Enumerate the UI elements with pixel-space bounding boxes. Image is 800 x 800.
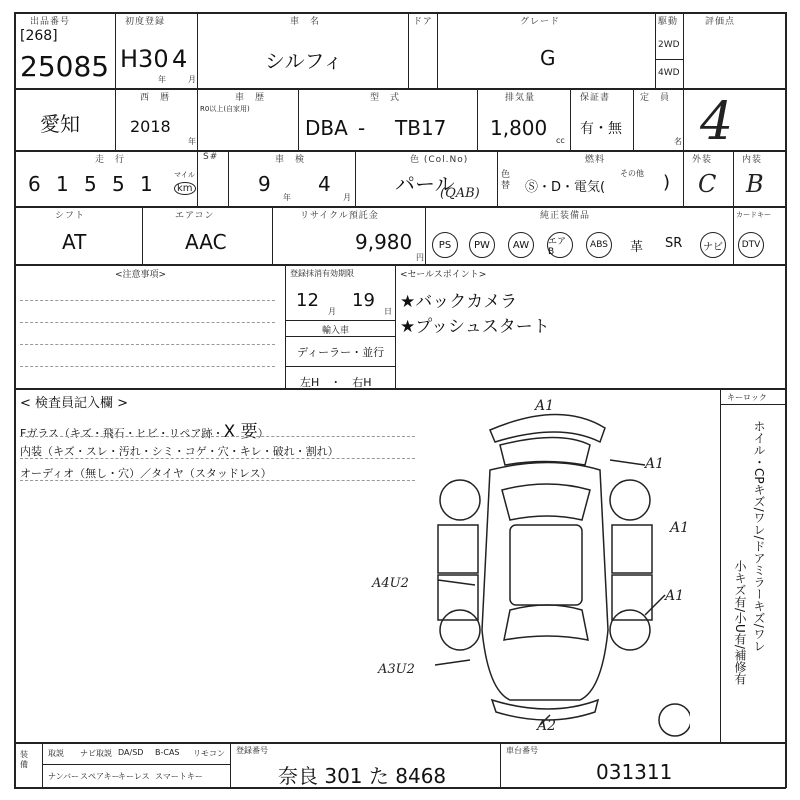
footer-label-7: スペアキー [80,772,120,781]
fuel-other: その他 [620,169,644,178]
color: パール [395,172,455,196]
v6 [683,12,684,88]
capacity-label: 定 員 [640,93,671,103]
equip-aw: AW [508,232,534,258]
h-dealer [285,366,395,367]
door-left-front [438,525,478,573]
h-footer [42,764,230,765]
year-label: 西 暦 [140,93,171,103]
footer-label-4: B-CAS [155,748,180,757]
row-line-6 [14,742,786,744]
inspector-title: < 検査員記入欄 > [20,396,129,411]
recycle: 9,980 [355,230,413,254]
valid-label: 登録抹消有効期限 [290,269,354,278]
type-dash: - [358,116,366,140]
wheel-front-left [440,480,480,520]
color-change-label: 色替 [501,170,511,191]
annotation-4: A1 [665,588,685,604]
annotation-5: A4U2 [372,576,409,591]
inspector-line-2: 内装（キズ・スレ・汚れ・シミ・コゲ・穴・キレ・破れ・割れ） [20,445,339,458]
footer-label-6: ナンバー [48,772,80,781]
recycle-label: リサイクル預託金 [300,211,379,221]
handle: 左H ・ 右H [300,376,372,389]
equip-navi: ナビ [700,232,726,258]
footer-label-1: 取説 [48,749,64,758]
caution-label: <注意事項> [115,270,167,280]
equip-leather: 革 [630,240,644,255]
exterior-label: 外装 [692,155,713,165]
plate: 奈良 301 た 8468 [278,764,447,788]
warranty: 有・無 [580,121,622,137]
v22 [425,206,426,264]
model-name: シルフィ [265,49,343,73]
displacement-unit: cc [556,136,565,145]
sales-point-1: ★バックカメラ [400,292,518,312]
v4 [437,12,438,88]
grade: G [540,46,556,70]
capacity-unit: 名 [674,137,682,146]
equip-ps: PS [432,232,458,258]
drive-4wd: 4WD [658,68,680,78]
v18 [683,150,684,206]
dash-2 [20,322,275,323]
dash-1 [20,300,275,301]
fuel-label: 燃料 [585,155,606,165]
first-reg-era: H30 [120,45,169,73]
v24 [285,264,286,388]
lock-label: キーロック [727,393,767,402]
footer-label-9: スマートキー [155,772,203,781]
right-col-1: ホイル・CPキズ/ワレ/ドアミラーキズ/ワレ [752,420,766,652]
h-lock [720,404,786,405]
v23 [733,206,734,264]
interior-label: 内装 [742,155,763,165]
v2 [197,12,198,88]
interior: B [746,170,764,198]
v26 [720,388,721,742]
chassis: 031311 [596,760,673,784]
sh-label: S# [203,152,219,162]
valid-month-unit: 月 [328,307,336,316]
frame-left [14,12,16,788]
year-unit: 年 [188,137,196,146]
hood [500,438,590,466]
inspection-year: 9 [258,172,271,196]
body-outline [482,463,608,701]
v20 [142,206,143,264]
inspection-month-unit: 月 [343,193,351,202]
shift-label: シフト [55,211,86,221]
mileage-digit-2: 1 [56,172,69,196]
mileage-unit: km [174,182,196,195]
rear-bumper [492,700,598,720]
v1 [115,12,116,88]
dash-6 [20,458,415,459]
chassis-label: 車台番号 [506,746,538,755]
row-line-2 [14,150,786,152]
grade-label: グレード [520,17,561,27]
roof [510,525,582,605]
mileage-label: 走 行 [95,155,126,165]
v28 [500,742,501,788]
mark-line-3 [438,580,475,585]
rear-window [504,605,588,640]
fuel-close: ) [663,172,671,193]
v11 [570,88,571,150]
import-label: 輸入車 [322,326,350,336]
valid-day-unit: 日 [384,307,392,316]
windshield [502,484,590,520]
v13 [683,88,684,150]
equip-pw: PW [469,232,495,258]
dash-4 [20,366,275,367]
v25 [395,264,396,388]
first-reg-month: 4 [172,45,188,73]
color-label: 色 (Col.No) [410,155,469,165]
v12 [633,88,634,150]
equip-airbag: エアB [547,232,573,258]
displacement-label: 排気量 [505,93,536,103]
warranty-label: 保証書 [580,93,611,103]
frame-right [785,12,787,788]
type-prefix: DBA [305,116,348,140]
row-line-4 [14,264,786,266]
year: 2018 [130,117,171,136]
inspection-year-unit: 年 [283,193,291,202]
inspector-line-3: オーディオ（無し・穴）／タイヤ（スタッドレス） [20,467,272,480]
mileage-digit-5: 1 [140,172,153,196]
mileage-digit-3: 5 [84,172,97,196]
annotation-2: A1 [645,456,665,472]
annotation-3: A1 [670,520,690,536]
footer-label-2: ナビ取説 [80,749,112,758]
equip-sr: SR [665,236,683,251]
door-label: ドア [413,17,433,27]
shift: AT [62,230,87,254]
recycle-unit: 円 [416,253,424,262]
first-reg-year-unit: 年 [158,75,166,84]
renewal-sub: R0以上(自家用) [200,105,250,113]
exterior: C [698,170,717,198]
sales-label: <セールスポイント> [400,270,487,280]
dealer: ディーラー・並行 [297,346,385,359]
mark-line-2 [610,460,645,465]
footer-side-label: 装備 [20,750,28,769]
v5 [655,12,656,88]
color-code: (QAB) [440,186,480,201]
v27 [230,742,231,788]
h-valid [285,320,395,321]
key-label: カードキー [736,211,771,219]
valid-month: 12 [296,290,319,311]
wheel-rear-left [440,610,480,650]
sales-point-2: ★プッシュスタート [400,317,550,337]
v16 [355,150,356,206]
first-reg-month-unit: 月 [188,75,196,84]
lot-number: 25085 [20,50,110,83]
inspection-month: 4 [318,172,331,196]
inspection-label: 車 検 [275,155,306,165]
row-line-3 [14,206,786,208]
equip-dtv: DTV [738,232,764,258]
first-reg-label: 初度登録 [125,17,166,27]
row-line-5 [14,388,786,390]
score-value: 4 [700,92,734,152]
aircon-label: エアコン [175,211,215,221]
door-right-front [612,525,652,573]
spare-wheel [659,704,690,736]
v14 [197,150,198,206]
right-col-2: 小キズ有/小U有/補修有 [733,560,747,685]
drive-2wd: 2WD [658,40,680,50]
displacement: 1,800 [490,116,548,140]
wheel-front-right [610,480,650,520]
footer-label-8: キーレス [118,772,150,781]
v-drive-split [655,59,683,60]
annotation-6: A3U2 [378,662,415,677]
dash-5 [20,436,415,437]
v21 [272,206,273,264]
lot-bracket: [268] [20,28,58,44]
car-diagram [430,400,690,740]
renewal-label: 車 歴 [235,93,266,103]
v7 [115,88,116,150]
equip-abs: ABS [586,232,612,258]
plate-label: 登録番号 [236,746,268,755]
annotation-7: A2 [537,718,557,734]
h-import [285,336,395,337]
mileage-unit-top: マイル [174,171,195,179]
mark-line-4 [435,660,470,665]
model-name-label: 車 名 [290,17,321,27]
drive-label: 駆動 [658,17,679,27]
v8 [197,88,198,150]
mileage-digit-4: 5 [112,172,125,196]
v15 [228,150,229,206]
aircon: AAC [185,230,227,254]
equipment-label: 純正装備品 [540,211,591,221]
v3 [408,12,409,88]
footer-label-3: DA/SD [118,748,144,757]
score-label: 評価点 [705,17,736,27]
dash-7 [20,480,415,481]
annotation-1: A1 [535,398,555,414]
type-model: TB17 [395,116,447,140]
mark-line-1 [645,595,665,615]
inspector-line-1: Fガラス（キズ・飛石・ヒビ・リペア跡・X 要） [20,422,269,442]
valid-day: 19 [352,290,375,311]
wheel-rear-right [610,610,650,650]
fuel: Ⓢ・D・電気( [525,180,606,195]
mileage-digit-1: 6 [28,172,41,196]
lot-label: 出品番号 [30,17,71,27]
prefecture: 愛知 [40,112,80,136]
v9 [298,88,299,150]
v10 [477,88,478,150]
v19 [733,150,734,206]
v17 [497,150,498,206]
v29 [42,742,43,788]
dash-3 [20,344,275,345]
type-label: 型 式 [370,93,401,103]
footer-label-5: リモコン [193,749,225,758]
